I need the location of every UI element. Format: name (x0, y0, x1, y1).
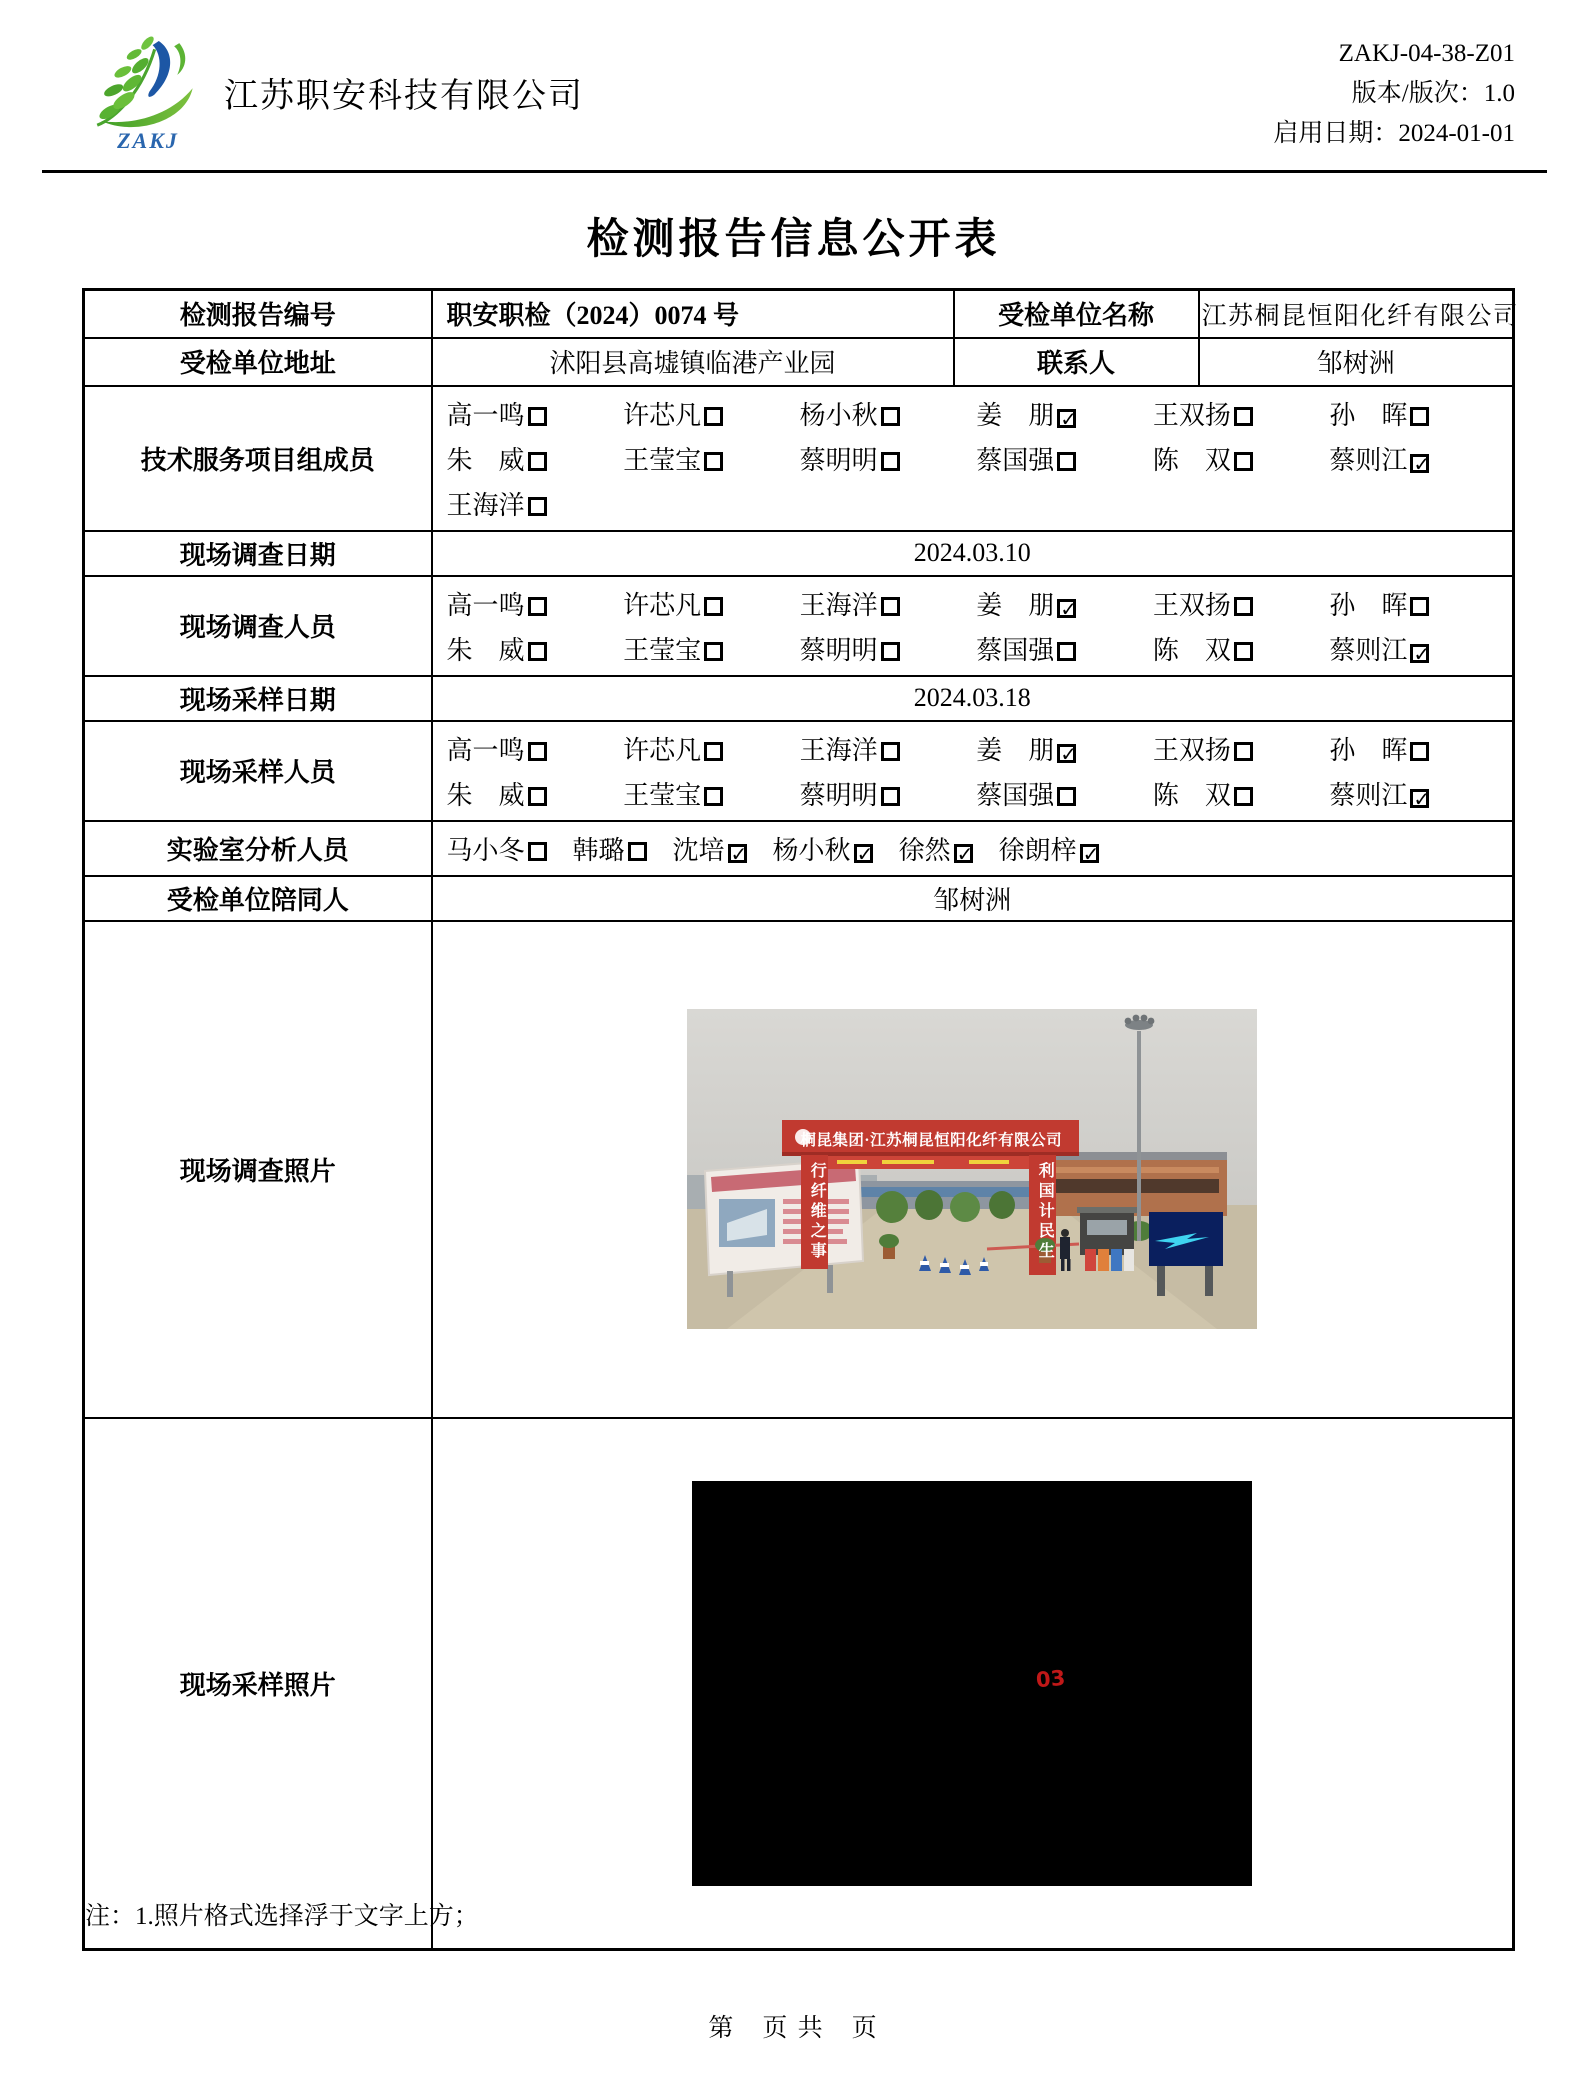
checked-checkbox[interactable]: ✓ (1080, 844, 1099, 863)
staff-checkbox-item (1153, 630, 1330, 667)
report-info-table (82, 288, 1520, 1951)
unchecked-checkbox[interactable] (1410, 597, 1429, 616)
staff-checkbox-item (800, 775, 977, 812)
table-row (84, 576, 1514, 676)
staff-checkbox-item (1329, 585, 1506, 622)
staff-name: 王海洋 (799, 590, 878, 620)
staff-name: 蔡国强 (976, 445, 1055, 475)
staff-name: 韩璐 (572, 835, 625, 865)
unchecked-checkbox[interactable] (881, 597, 900, 616)
checked-checkbox[interactable]: ✓ (1057, 409, 1076, 428)
staff-checkbox-item (1153, 585, 1330, 622)
staff-line (433, 481, 1513, 526)
staff-line (433, 581, 1513, 626)
unchecked-checkbox[interactable] (528, 842, 547, 861)
contact-value: 邹树洲 (1199, 338, 1514, 386)
staff-name: 朱 威 (446, 635, 525, 665)
sampling-photo-cell (432, 1418, 1514, 1950)
staff-name: 蔡明明 (799, 780, 878, 810)
staff-name: 蔡则江 (1329, 635, 1408, 665)
survey-date-value: 2024.03.10 (432, 531, 1514, 576)
page-title: 检测报告信息公开表 (586, 217, 1001, 263)
staff-checkbox-item (447, 485, 624, 522)
staff-name: 姜 朋 (976, 590, 1055, 620)
unchecked-checkbox[interactable] (1234, 787, 1253, 806)
unchecked-checkbox[interactable] (1057, 642, 1076, 661)
site-survey-photo (687, 1009, 1257, 1329)
sampling-date-label: 现场采样日期 (84, 676, 432, 721)
staff-name: 陈 双 (1152, 445, 1231, 475)
staff-checkbox-item (1153, 395, 1330, 432)
staff-checkbox-item (800, 395, 977, 432)
unit-name-label: 受检单位名称 (954, 290, 1199, 338)
document-meta (1273, 26, 1515, 154)
staff-name: 杨小秋 (799, 400, 878, 430)
unchecked-checkbox[interactable] (528, 497, 547, 516)
gate-left-pillar-text: 行纤维之事 (808, 1162, 826, 1262)
staff-checkbox-item (976, 440, 1153, 477)
staff-name: 高一鸣 (446, 735, 525, 765)
staff-checkbox-item (800, 440, 977, 477)
table-row (84, 531, 1514, 576)
unchecked-checkbox[interactable] (1234, 407, 1253, 426)
unchecked-checkbox[interactable] (628, 842, 647, 861)
staff-name: 王莹宝 (623, 445, 702, 475)
staff-checkbox-item (1329, 395, 1506, 432)
staff-checkbox-item (447, 630, 624, 667)
table-row (84, 821, 1514, 876)
header-divider (42, 170, 1547, 173)
staff-checkbox-item (976, 730, 1153, 767)
checked-checkbox[interactable]: ✓ (1410, 789, 1429, 808)
table-row (84, 921, 1514, 1418)
staff-checkbox-item (800, 730, 977, 767)
sampling-photo-label: 现场采样照片 (84, 1418, 432, 1950)
staff-name: 许芯凡 (623, 400, 702, 430)
unchecked-checkbox[interactable] (1410, 742, 1429, 761)
staff-checkbox-item (1153, 440, 1330, 477)
staff-checkbox-item (773, 830, 873, 867)
staff-name: 蔡则江 (1329, 780, 1408, 810)
team-members-cell (432, 386, 1514, 531)
staff-checkbox-item (447, 440, 624, 477)
staff-checkbox-item (447, 830, 547, 867)
staff-checkbox-item (1329, 440, 1506, 477)
gate-banner-text: 桐昆集团·江苏桐昆恒阳化纤有限公司 (800, 1132, 1063, 1149)
staff-checkbox-item (1329, 775, 1506, 812)
unchecked-checkbox[interactable] (1234, 452, 1253, 471)
staff-checkbox-item (447, 395, 624, 432)
staff-line (433, 771, 1513, 816)
staff-name: 朱 威 (446, 445, 525, 475)
page-number-footer: 第 页 共 页 (708, 2015, 879, 2042)
staff-line (433, 726, 1513, 771)
unit-addr-label: 受检单位地址 (84, 338, 432, 386)
staff-checkbox-item (447, 775, 624, 812)
staff-checkbox-item (1329, 630, 1506, 667)
contact-label: 联系人 (954, 338, 1199, 386)
staff-checkbox-item (623, 585, 800, 622)
staff-name: 孙 晖 (1329, 590, 1408, 620)
staff-checkbox-item (673, 830, 747, 867)
staff-checkbox-item (976, 585, 1153, 622)
staff-name: 王双扬 (1152, 590, 1231, 620)
staff-name: 王海洋 (446, 490, 525, 520)
report-no-value: 职安职检（2024）0074 号 (432, 290, 954, 338)
staff-name: 姜 朋 (976, 735, 1055, 765)
checked-checkbox[interactable]: ✓ (728, 844, 747, 863)
escort-value: 邹树洲 (432, 876, 1514, 921)
staff-checkbox-item (447, 585, 624, 622)
unit-addr-value: 沭阳县高墟镇临港产业园 (432, 338, 954, 386)
workshop-interior-illustration (692, 1481, 1252, 1886)
company-name: 江苏职安科技有限公司 (224, 78, 584, 115)
team-label: 技术服务项目组成员 (84, 386, 432, 531)
staff-checkbox-item (573, 830, 647, 867)
unchecked-checkbox[interactable] (1057, 787, 1076, 806)
unit-name-value: 江苏桐昆恒阳化纤有限公司 (1199, 290, 1514, 338)
staff-checkbox-item (447, 730, 624, 767)
staff-name: 王莹宝 (623, 635, 702, 665)
survey-photo-label: 现场调查照片 (84, 921, 432, 1418)
checked-checkbox[interactable]: ✓ (1410, 454, 1429, 473)
site-sampling-photo (692, 1481, 1252, 1886)
unchecked-checkbox[interactable] (881, 787, 900, 806)
unchecked-checkbox[interactable] (704, 787, 723, 806)
unchecked-checkbox[interactable] (1410, 407, 1429, 426)
unchecked-checkbox[interactable] (704, 452, 723, 471)
logo-caption: ZAKJ (117, 128, 179, 153)
staff-name: 王双扬 (1152, 735, 1231, 765)
staff-checkbox-item (976, 775, 1153, 812)
staff-name: 徐然 (898, 835, 951, 865)
checked-checkbox[interactable]: ✓ (1057, 599, 1076, 618)
staff-checkbox-item (623, 630, 800, 667)
unchecked-checkbox[interactable] (1234, 742, 1253, 761)
unchecked-checkbox[interactable] (881, 642, 900, 661)
unchecked-checkbox[interactable] (704, 597, 723, 616)
staff-line (433, 826, 1513, 871)
unchecked-checkbox[interactable] (1234, 642, 1253, 661)
staff-name: 蔡则江 (1329, 445, 1408, 475)
staff-line (433, 436, 1513, 481)
staff-checkbox-item (800, 585, 977, 622)
table-row (84, 338, 1514, 386)
staff-line (433, 626, 1513, 671)
checked-checkbox[interactable]: ✓ (954, 844, 973, 863)
table-row (84, 876, 1514, 921)
machine-number-text: 03 (1035, 1665, 1067, 1692)
staff-checkbox-item (623, 775, 800, 812)
staff-name: 徐朗梓 (998, 835, 1077, 865)
staff-name: 高一鸣 (446, 400, 525, 430)
staff-name: 马小冬 (446, 835, 525, 865)
staff-name: 杨小秋 (772, 835, 851, 865)
staff-name: 王莹宝 (623, 780, 702, 810)
staff-name: 蔡国强 (976, 635, 1055, 665)
staff-name: 孙 晖 (1329, 735, 1408, 765)
unchecked-checkbox[interactable] (528, 742, 547, 761)
staff-name: 姜 朋 (976, 400, 1055, 430)
table-row (84, 721, 1514, 821)
staff-checkbox-item (1153, 730, 1330, 767)
checked-checkbox[interactable]: ✓ (854, 844, 873, 863)
staff-name: 孙 晖 (1329, 400, 1408, 430)
unchecked-checkbox[interactable] (704, 742, 723, 761)
staff-checkbox-item (623, 730, 800, 767)
unchecked-checkbox[interactable] (528, 642, 547, 661)
unchecked-checkbox[interactable] (528, 787, 547, 806)
staff-name: 蔡国强 (976, 780, 1055, 810)
unchecked-checkbox[interactable] (881, 407, 900, 426)
lab-staff-label: 实验室分析人员 (84, 821, 432, 876)
document-code: ZAKJ-04-38-Z01 (1338, 40, 1515, 67)
survey-photo-cell (432, 921, 1514, 1418)
table-row (84, 386, 1514, 531)
staff-checkbox-item (1329, 730, 1506, 767)
survey-date-label: 现场调查日期 (84, 531, 432, 576)
unchecked-checkbox[interactable] (1057, 452, 1076, 471)
staff-name: 沈培 (672, 835, 725, 865)
unchecked-checkbox[interactable] (881, 452, 900, 471)
document-start-date: 启用日期：2024-01-01 (1273, 120, 1515, 147)
staff-name: 蔡明明 (799, 635, 878, 665)
staff-checkbox-item (976, 395, 1153, 432)
staff-checkbox-item (800, 630, 977, 667)
lab-staff-cell (432, 821, 1514, 876)
staff-checkbox-item (1153, 775, 1330, 812)
staff-name: 许芯凡 (623, 735, 702, 765)
staff-name: 陈 双 (1152, 780, 1231, 810)
staff-name: 高一鸣 (446, 590, 525, 620)
factory-entrance-illustration (687, 1009, 1257, 1329)
escort-label: 受检单位陪同人 (84, 876, 432, 921)
checked-checkbox[interactable]: ✓ (1057, 744, 1076, 763)
unchecked-checkbox[interactable] (881, 742, 900, 761)
sampling-staff-cell (432, 721, 1514, 821)
staff-name: 许芯凡 (623, 590, 702, 620)
sampling-staff-label: 现场采样人员 (84, 721, 432, 821)
document-version: 版本/版次：1.0 (1351, 80, 1515, 107)
staff-checkbox-item (623, 440, 800, 477)
unchecked-checkbox[interactable] (704, 642, 723, 661)
staff-checkbox-item (976, 630, 1153, 667)
table-row (84, 1418, 1514, 1950)
table-row (84, 290, 1514, 338)
unchecked-checkbox[interactable] (1234, 597, 1253, 616)
staff-name: 蔡明明 (799, 445, 878, 475)
staff-name: 朱 威 (446, 780, 525, 810)
unchecked-checkbox[interactable] (528, 597, 547, 616)
company-logo (88, 26, 208, 154)
page-header (88, 26, 1515, 154)
gate-right-pillar-text: 利国计民生 (1036, 1162, 1054, 1262)
survey-staff-label: 现场调查人员 (84, 576, 432, 676)
staff-checkbox-item (899, 830, 973, 867)
survey-staff-cell (432, 576, 1514, 676)
table-row (84, 676, 1514, 721)
leaf-logo-icon (89, 26, 207, 130)
staff-line (433, 391, 1513, 436)
checked-checkbox[interactable]: ✓ (1410, 644, 1429, 663)
staff-checkbox-item (623, 395, 800, 432)
unchecked-checkbox[interactable] (704, 407, 723, 426)
unchecked-checkbox[interactable] (528, 452, 547, 471)
sampling-date-value: 2024.03.18 (432, 676, 1514, 721)
report-no-label: 检测报告编号 (84, 290, 432, 338)
staff-name: 王海洋 (799, 735, 878, 765)
staff-checkbox-item (999, 830, 1099, 867)
unchecked-checkbox[interactable] (528, 407, 547, 426)
staff-name: 王双扬 (1152, 400, 1231, 430)
footnote: 注：1.照片格式选择浮于文字上方； (85, 1903, 479, 1930)
staff-name: 陈 双 (1152, 635, 1231, 665)
